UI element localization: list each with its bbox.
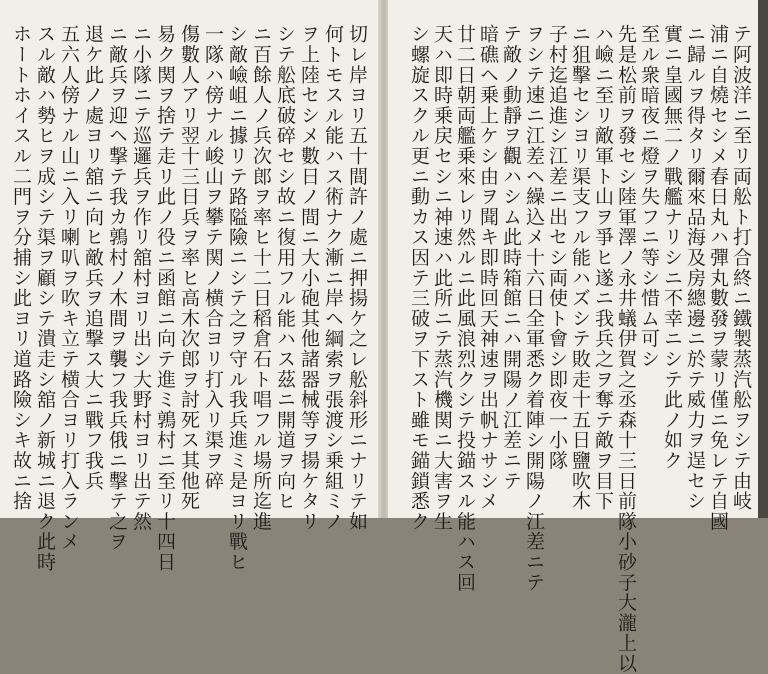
right-page bbox=[388, 0, 768, 674]
text-column: 至ル衆暗夜ニ燈ヲ失フニ等シ惜ム可シ bbox=[638, 24, 660, 370]
text-column: 暗礁ヘ乗上ケシ由ヲ聞キ即時回天神速ヲ出帆ナサシメ bbox=[477, 24, 499, 512]
scan-edge-shadow bbox=[758, 0, 768, 518]
text-column: 浦ニ自燒セシメ春日丸ハ彈丸數發ヲ蒙リ僅ニ免レテ自國 bbox=[707, 24, 729, 532]
text-column: ハ嶮ニ至リ敵軍ト山ヲ爭ヒ遂ニ我兵之ヲ奪テ敵ヲ目下 bbox=[592, 24, 614, 512]
text-column: ニ小隊ニテ巡邏兵ヲ作リ舘村ヨリ出シ大野村ヨリ出テ然 bbox=[130, 24, 152, 532]
text-column: 廿二日朝両艦乗來レリ然ルニ此風浪烈クシテ投錨スル能ハス回 bbox=[454, 24, 476, 593]
text-column: ヲ上陸セシメ數日ノ間ニ大小砲其他諸器械等ヲ揚ケタリ bbox=[298, 24, 320, 532]
text-column: テ敵ノ動靜ヲ觀ハシム此時箱館ニハ開陽ノ江差ニテ bbox=[500, 24, 522, 491]
text-column: 實ニ皇國無二ノ戰艦ナリシニ不幸ニシテ此ノ如ク bbox=[661, 24, 683, 471]
text-column: 子村迄追進シ江差ニ出セシ両使ト會シ即夜一小隊 bbox=[546, 24, 568, 471]
text-column: テ阿波洋ニ至リ両舩ト打合終ニ鐵製蒸汽舩ヲシテ由岐 bbox=[730, 24, 752, 512]
text-column: 易ク関ヲ捨テ走リ此ノ役ニ函館ニ向テ進ミ鶉村ニ至リ十四日 bbox=[154, 24, 176, 573]
left-page bbox=[0, 0, 380, 573]
text-column: 何トモスル能ハス術ナク漸ニ岸ヘ綱索ヲ張渡シ乗組ミノ bbox=[322, 24, 344, 532]
text-column: 退ケ此ノ處ヨリ舘ニ向ヒ敵兵ヲ追撃ス大ニ戰フ我兵 bbox=[82, 24, 104, 491]
text-column: シ螺旋スクル更ニ動カス因テ三破ヲ下スト雖モ錨鎖悉ク bbox=[408, 24, 430, 532]
text-column: ホートホイスル二門ヲ分捕シ此ヨリ道路險シキ故ニ捨 bbox=[10, 24, 32, 512]
text-column: ヲシテ速ニ江差ヘ繰込メ十六日全軍悉ク着陣シ開陽ノ江差ニテ bbox=[523, 24, 545, 593]
text-column: シ敵嶮岨ニ據リテ路隘險ニシテ之ヲ守ル我兵進ミ是ヨリ戰ヒ bbox=[226, 24, 248, 573]
text-column: 天ハ即時乗戻セシニ神速ハ此所ニテ蒸汽機関ニ大害ヲ生 bbox=[431, 24, 453, 532]
text-column: シテ舩底破碎セシ故ニ復用フル能ハス茲ニ開道ヲ向ヒ bbox=[274, 24, 296, 512]
text-column: 先是松前ヲ發セシ陸軍澤ノ永井蟻伊賀之丞森十三日前隊小砂子大瀧上以 bbox=[615, 24, 637, 674]
text-column: 一隊ハ傍ナル峻山ヲ攀テ関ノ横合ヨリ打入リ渠ヲ碎 bbox=[202, 24, 224, 491]
text-column: スル敵ハ勢ヒヲ成シテ渠ヲ顧シテ潰走シ舘ノ新城ニ退ク此時 bbox=[34, 24, 56, 573]
text-column: ニ敵兵ヲ迎ヘ撃テ我カ鶉村ノ木間ヲ襲フ我兵俄ニ擊テ之ヲ bbox=[106, 24, 128, 552]
text-column: 傷數人アリ翌十三日兵ヲ率ヒ高木次郎ヲ討死ス其他死 bbox=[178, 24, 200, 512]
text-column: 五六人傍ナル山ニ入リ喇叭ヲ吹キ立テ横合ヨリ打入ランメ bbox=[58, 24, 80, 552]
text-column: ニ歸ルヲ得タリ爾來品海及房總邊ニ於テ威力ヲ逞セシ bbox=[684, 24, 706, 512]
text-column: ニ百餘人ノ兵次郎ヲ率ヒ十二日稻倉石ト唱フル場所迄進 bbox=[250, 24, 272, 532]
text-column: ニ狙擊セシヨリ渠支フル能ハズシテ敗走十五日鹽吹木 bbox=[569, 24, 591, 512]
text-column: 切レ岸ヨリ五十間許ノ處ニ押揚ケ之レ舩斜形ニナリテ如 bbox=[346, 24, 368, 532]
